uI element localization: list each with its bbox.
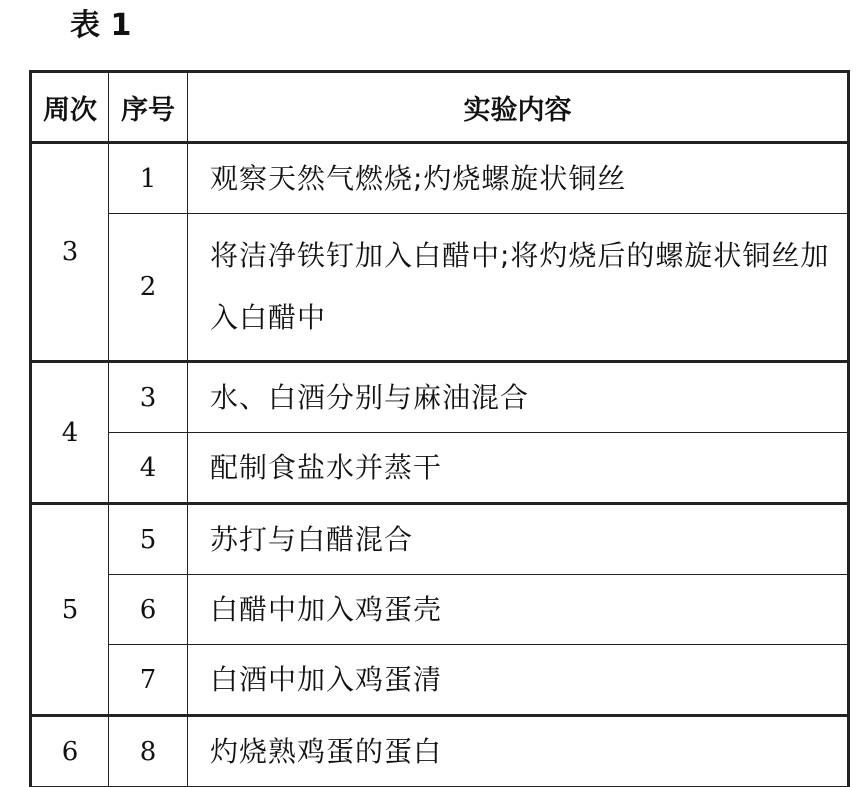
content-cell: 灼烧熟鸡蛋的蛋白 [188, 716, 849, 787]
content-cell: 水、白酒分别与麻油混合 [188, 362, 849, 433]
content-cell: 白酒中加入鸡蛋清 [188, 645, 849, 716]
number-cell: 2 [109, 214, 188, 362]
table-row [31, 214, 849, 362]
table-row [31, 575, 849, 645]
week-cell: 3 [31, 143, 109, 362]
content-cell: 白醋中加入鸡蛋壳 [188, 575, 849, 645]
table-row [31, 716, 849, 787]
experiment-table [29, 70, 850, 787]
header-content: 实验内容 [188, 72, 849, 143]
header-week: 周次 [31, 72, 109, 143]
number-cell: 3 [109, 362, 188, 433]
table-row [31, 645, 849, 716]
table-row [31, 362, 849, 433]
week-cell: 4 [31, 362, 109, 504]
content-cell: 观察天然气燃烧;灼烧螺旋状铜丝 [188, 143, 849, 214]
week-cell: 5 [31, 504, 109, 716]
number-cell: 7 [109, 645, 188, 716]
number-cell: 4 [109, 433, 188, 504]
table-row [31, 143, 849, 214]
number-cell: 8 [109, 716, 188, 787]
content-cell: 配制食盐水并蒸干 [188, 433, 849, 504]
number-cell: 6 [109, 575, 188, 645]
number-cell: 1 [109, 143, 188, 214]
week-cell: 6 [31, 716, 109, 787]
number-cell: 5 [109, 504, 188, 575]
table-row [31, 504, 849, 575]
header-row [31, 72, 849, 143]
content-cell: 将洁净铁钉加入白醋中;将灼烧后的螺旋状铜丝加入白醋中 [188, 214, 849, 362]
content-cell: 苏打与白醋混合 [188, 504, 849, 575]
table-caption: 表 1 [70, 8, 132, 43]
table-row [31, 433, 849, 504]
header-number: 序号 [109, 72, 188, 143]
